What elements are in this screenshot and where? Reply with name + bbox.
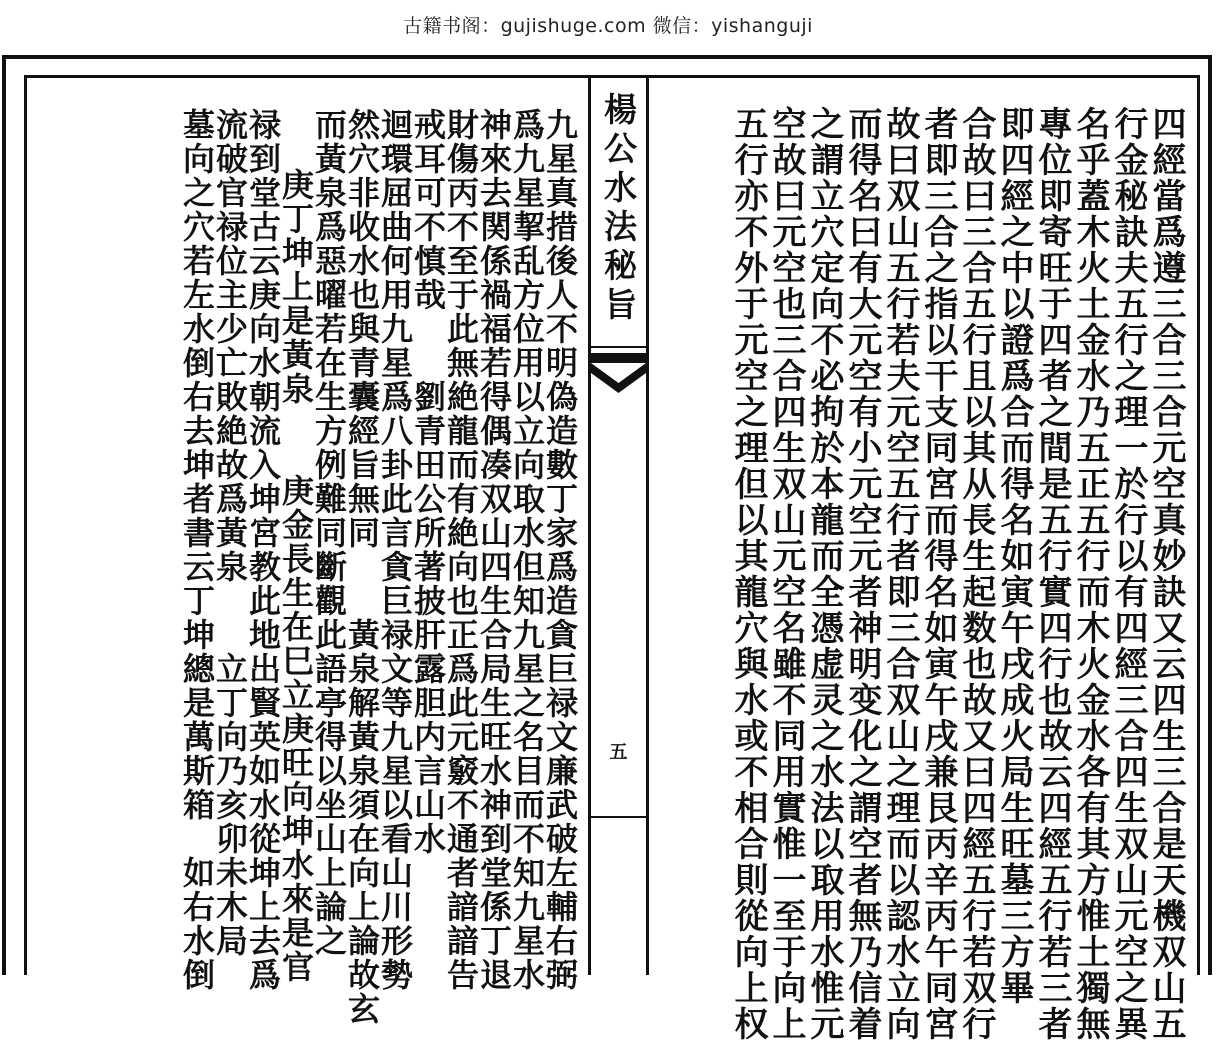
right-column-2: 行金秘訣夫五行之理一於行以有四經三合四生双山元空之異: [1108, 106, 1148, 1042]
right-column-5: 即四經之中以證爲合而得名如寅午戌成火局生旺墓三方畢: [994, 106, 1034, 1006]
right-column-1: 四經當爲遵三合三合元空真妙訣又云四生三合是天機双山五: [1146, 106, 1186, 1042]
spine-rule-bottom: [591, 816, 646, 818]
book-title: 楊公水法秘旨: [599, 92, 638, 326]
watermark-banner: 古籍书阁：gujishuge.com 微信：yishanguji: [403, 14, 813, 37]
right-column-10: 之謂立穴定向不必拘於本龍而全憑虚灵之水法以取用水惟元: [804, 106, 844, 1042]
left-column-7: 然穴非收水也與青囊經旨無同 黃泉解黃泉須在向上論故玄: [343, 108, 381, 1026]
left-page: [24, 75, 591, 1026]
book-spine-strip: [591, 75, 646, 975]
left-column-5: 戒耳可不慎哉 劉青田公所著披肝露胆内言山水: [409, 108, 447, 856]
page-number: 五: [609, 742, 628, 763]
left-column-4: 財傷丙不至于此無絶龍而有絶向也正爲此元竅不通者諳諳告: [442, 108, 480, 992]
right-column-3: 名乎蓋木火土金水乃五正五行而木火金水各有其方惟土獨無: [1070, 106, 1110, 1042]
left-column-11: 流破官禄位主少亡敗絶故爲黃泉 立丁向乃亥卯未木局: [211, 108, 249, 958]
left-column-8: 而黃泉爲惡曜若在生方例難同斷觀此語亭得以坐山上論之: [310, 108, 348, 958]
spine-rule-top: [591, 346, 646, 348]
left-column-2: 爲九星挈乱方位用以立向取水但知九星之名目而不知九星水: [508, 108, 546, 992]
left-column-6: 迴環屈曲何用九星爲八卦此言貪巨禄文等九星以看山川形勢: [376, 108, 414, 992]
right-column-9: 而得名曰有大元空有小元空元者神明变化之謂空者無乃信着: [842, 106, 882, 1042]
right-page: [646, 75, 1200, 1042]
right-column-6: 合故曰三合五行且以其从長生起数也故又曰四經五行若双行: [956, 106, 996, 1042]
left-column-3: 神來去関係禍福若得偶凑双山四生合局生旺水神到堂係丁退: [475, 108, 513, 992]
left-column-1: 九星真措後人不明偽造數丁家爲造貪巨禄文廉武破左輔右弼: [541, 108, 579, 992]
left-column-12: 墓向之穴若左水倒右去坤者書云丁坤總是萬斯箱 如右水倒: [178, 108, 216, 992]
left-column-10: 禄到堂古云庚向水朝流入坤宮教此地出賢英如水從坤上去爲: [244, 108, 282, 992]
left-column-9: 庚丁坤上是黃泉 庚金長生在巳立庚旺向坤水來是官: [277, 168, 315, 984]
book-frame: [2, 55, 1212, 1042]
right-column-12: 五行亦不外于元空之理但以其龍穴與水或不相合則從向上权: [728, 106, 768, 1042]
right-column-8: 故曰双山五行若夫元空五行者即三合双山之理而以認水立向: [880, 106, 920, 1042]
left-page-text: [178, 108, 579, 1026]
right-page-text: [728, 106, 1186, 1042]
right-column-11: 空故曰元空也三合四生双山元空名雖不同用實惟一至于向上: [766, 106, 806, 1042]
fishtail-mark-icon: [591, 353, 646, 399]
right-column-7: 者即三合之指以干支同宮而得名如寅午戌兼艮丙辛丙午同宮: [918, 106, 958, 1042]
right-column-4: 專位即寄旺于四者之間是五行實四行也故云四經五行若三者: [1032, 106, 1072, 1042]
